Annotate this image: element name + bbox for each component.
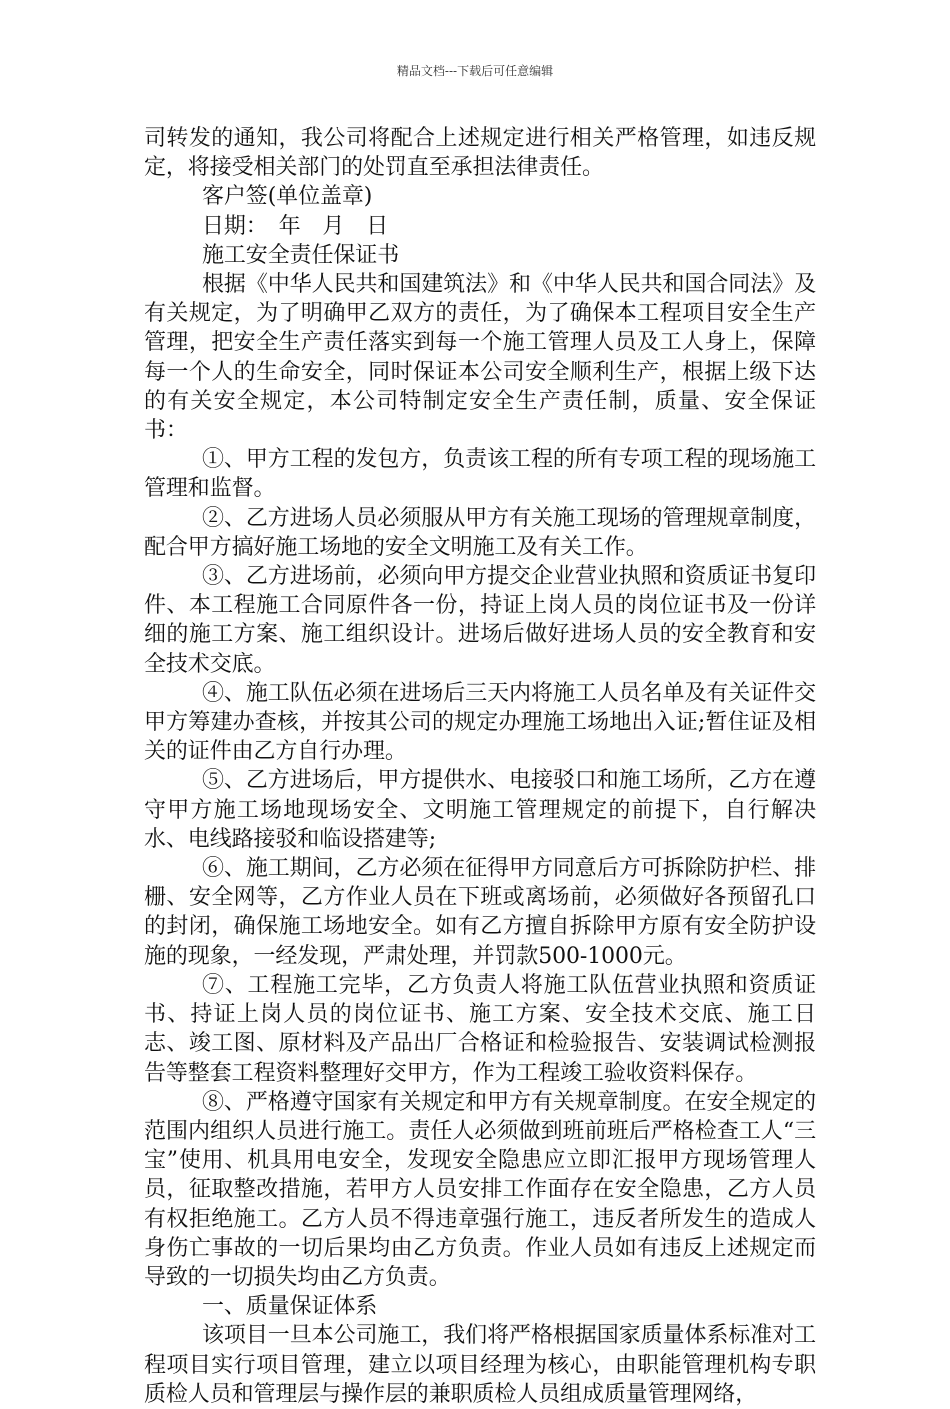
clause-1: ①、甲方工程的发包方，负责该工程的所有专项工程的现场施工管理和监督。 [144, 447, 816, 502]
date-line: 日期： 年 月 日 [202, 213, 389, 239]
paragraph: 该项目一旦本公司施工，我们将严格根据国家质量体系标准对工程项目实行项目管理，建立以项目经理为核心，由职能管理机构专职质检人员和管理层与操作层的兼职质检人员组成质量管理网络， [144, 1323, 816, 1407]
section-heading: 一、质量保证体系 [202, 1294, 378, 1320]
paragraph: 根据《中华人民共和国建筑法》和《中华人民共和国合同法》及有关规定，为了明确甲乙双方的责任，为了确保本工程项目安全生产管理，把安全生产责任落实到每一个施工管理人员及工人身上，保障每一个人的生命安全，同时保证本公司安全顺利生产，根据上级下达的有关安全规定，本公司特制定安全生产责任制，质量、安全保证书： [144, 272, 816, 444]
page-header: 精品文档---下载后可任意编辑 [396, 64, 554, 78]
document-body [144, 124, 816, 1409]
clause-6: ⑥、施工期间，乙方必须在征得甲方同意后方可拆除防护栏、排栅、安全网等，乙方作业人员在下班或离场前，必须做好各预留孔口的封闭，确保施工场地安全。如有乙方擅自拆除甲方原有安全防护设施的现象，一经发现，严肃处理，并罚款500-1000元。 [144, 856, 816, 969]
clause-2: ②、乙方进场人员必须服从甲方有关施工现场的管理规章制度，配合甲方搞好施工场地的安全文明施工及有关工作。 [144, 505, 816, 560]
clause-7: ⑦、工程施工完毕，乙方负责人将施工队伍营业执照和资质证书、持证上岗人员的岗位证书、施工方案、安全技术交底、施工日志、竣工图、原材料及产品出厂合格证和检验报告、安装调试检测报告等整套工程资料整理好交甲方，作为工程竣工验收资料保存。 [144, 972, 816, 1086]
clause-5: ⑤、乙方进场后，甲方提供水、电接驳口和施工场所，乙方在遵守甲方施工场地现场安全、文明施工管理规定的前提下，自行解决水、电线路接驳和临设搭建等; [144, 768, 816, 852]
clause-8: ⑧、严格遵守国家有关规定和甲方有关规章制度。在安全规定的范围内组织人员进行施工。责任人必须做到班前班后严格检查工人“三宝”使用、机具用电安全，发现安全隐患应立即汇报甲方现场管理人员，征取整改措施，若甲方人员安排工作面存在安全隐患，乙方人员有权拒绝施工。乙方人员不得违章强行施工，违反者所发生的造成人身伤亡事故的一切后果均由乙方负责。作业人员如有违反上述规定而导致的一切损失均由乙方负责。 [144, 1089, 816, 1290]
paragraph: 司转发的通知，我公司将配合上述规定进行相关严格管理，如违反规定，将接受相关部门的处罚直至承担法律责任。 [144, 126, 816, 181]
clause-3: ③、乙方进场前，必须向甲方提交企业营业执照和资质证书复印件、本工程施工合同原件各一份，持证上岗人员的岗位证书及一份详细的施工方案、施工组织设计。进场后做好进场人员的安全教育和安全技术交底。 [144, 564, 816, 677]
section-title: 施工安全责任保证书 [202, 242, 400, 268]
signature-line: 客户签(单位盖章) [202, 184, 373, 210]
clause-4: ④、施工队伍必须在进场后三天内将施工人员名单及有关证件交甲方筹建办查核，并按其公司的规定办理施工场地出入证;暂住证及相关的证件由乙方自行办理。 [144, 680, 816, 765]
